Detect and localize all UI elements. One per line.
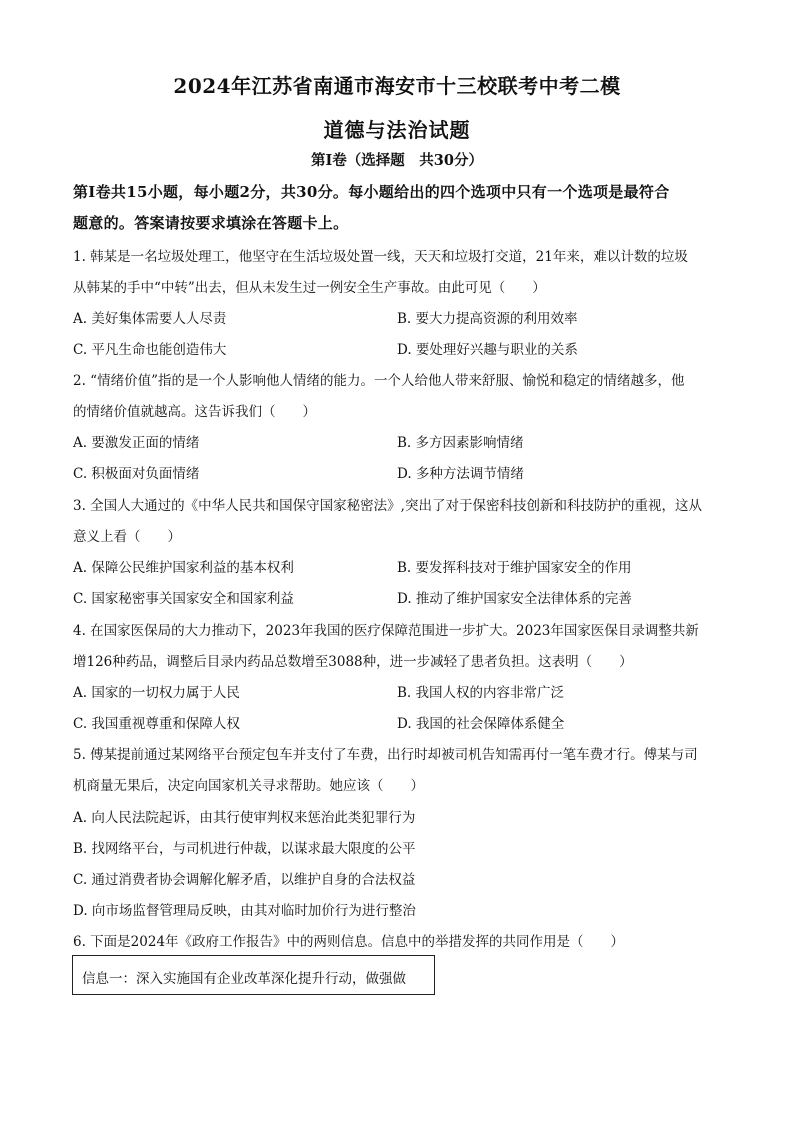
q1-stem-line-2: 从韩某的手中“中转”出去，但从未发生过一例安全生产事故。由此可见（ ） [73,280,546,296]
q6-stem-line-1: 6. 下面是2024年《政府工作报告》中的两则信息。信息中的举措发挥的共同作用是（ ） [73,934,625,950]
q1-option-c: C. 平凡生命也能创造伟大 [73,342,227,358]
q5-option-a: A. 向人民法院起诉，由其行使审判权来惩治此类犯罪行为 [73,810,416,826]
q2-option-b: B. 多方因素影响情绪 [397,435,524,451]
q5-stem-line-1: 5. 傅某提前通过某网络平台预定包车并支付了车费，出行时却被司机告知需再付一笔车费才行。傅某与司 [73,747,698,763]
q5-option-b: B. 找网络平台，与司机进行仲裁，以谋求最大限度的公平 [73,841,416,857]
q4-option-b: B. 我国人权的内容非常广泛 [397,685,565,701]
q2-option-d: D. 多种方法调节情绪 [397,466,524,482]
q6-info-box [72,955,435,995]
q2-option-c: C. 积极面对负面情绪 [73,466,200,482]
q4-option-d: D. 我国的社会保障体系健全 [397,716,565,732]
q2-stem-line-2: 的情绪价值就越高。这告诉我们（ ） [73,404,316,420]
q4-option-c: C. 我国重视尊重和保障人权 [73,716,240,732]
q6-info-box-text: 信息一：深入实施国有企业改革深化提升行动，做强做 [82,971,406,987]
q2-option-a: A. 要激发正面的情绪 [73,435,200,451]
q3-option-a: A. 保障公民维护国家利益的基本权利 [73,560,294,576]
q5-stem-line-2: 机商量无果后，决定向国家机关寻求帮助。她应该（ ） [73,778,424,794]
q1-option-b: B. 要大力提高资源的利用效率 [397,311,578,327]
q3-stem-line-1: 3. 全国人大通过的《中华人民共和国保守国家秘密法》,突出了对于保密科技创新和科技防护的重视，这从 [73,498,702,514]
q4-option-a: A. 国家的一切权力属于人民 [73,685,240,701]
section-title: 第Ⅰ卷（选择题 共30分） [311,152,483,169]
exam-title: 2024年江苏省南通市海安市十三校联考中考二模 [173,74,621,98]
q3-option-c: C. 国家秘密事关国家安全和国家利益 [73,591,294,607]
q5-option-c: C. 通过消费者协会调解化解矛盾，以维护自身的合法权益 [73,872,416,888]
q1-stem-line-1: 1. 韩某是一名垃圾处理工，他坚守在生活垃圾处置一线，天天和垃圾打交道，21年来，难以计数的垃圾 [73,249,688,265]
q3-stem-line-2: 意义上看（ ） [73,529,181,545]
subject-title: 道德与法治试题 [323,118,471,142]
q4-stem-line-1: 4. 在国家医保局的大力推动下，2023年我国的医疗保障范围进一步扩大。2023年国家医保目录调整共新 [73,623,699,639]
instructions-line-2: 题意的。答案请按要求填涂在答题卡上。 [73,214,349,232]
instructions-line-1: 第Ⅰ卷共15小题，每小题2分，共30分。每小题给出的四个选项中只有一个选项是最符合 [73,183,670,201]
q5-option-d: D. 向市场监督管理局反映，由其对临时加价行为进行整治 [73,903,416,919]
q3-option-b: B. 要发挥科技对于维护国家安全的作用 [397,560,632,576]
q1-option-a: A. 美好集体需要人人尽责 [73,311,227,327]
q1-option-d: D. 要处理好兴趣与职业的关系 [397,342,578,358]
q4-stem-line-2: 增126种药品，调整后目录内药品总数增至3088种，进一步减轻了患者负担。这表明（ ） [73,654,633,670]
q3-option-d: D. 推动了维护国家安全法律体系的完善 [397,591,632,607]
q2-stem-line-1: 2. “情绪价值”指的是一个人影响他人情绪的能力。一个人给他人带来舒服、愉悦和稳定的情绪越多，他 [73,373,685,389]
